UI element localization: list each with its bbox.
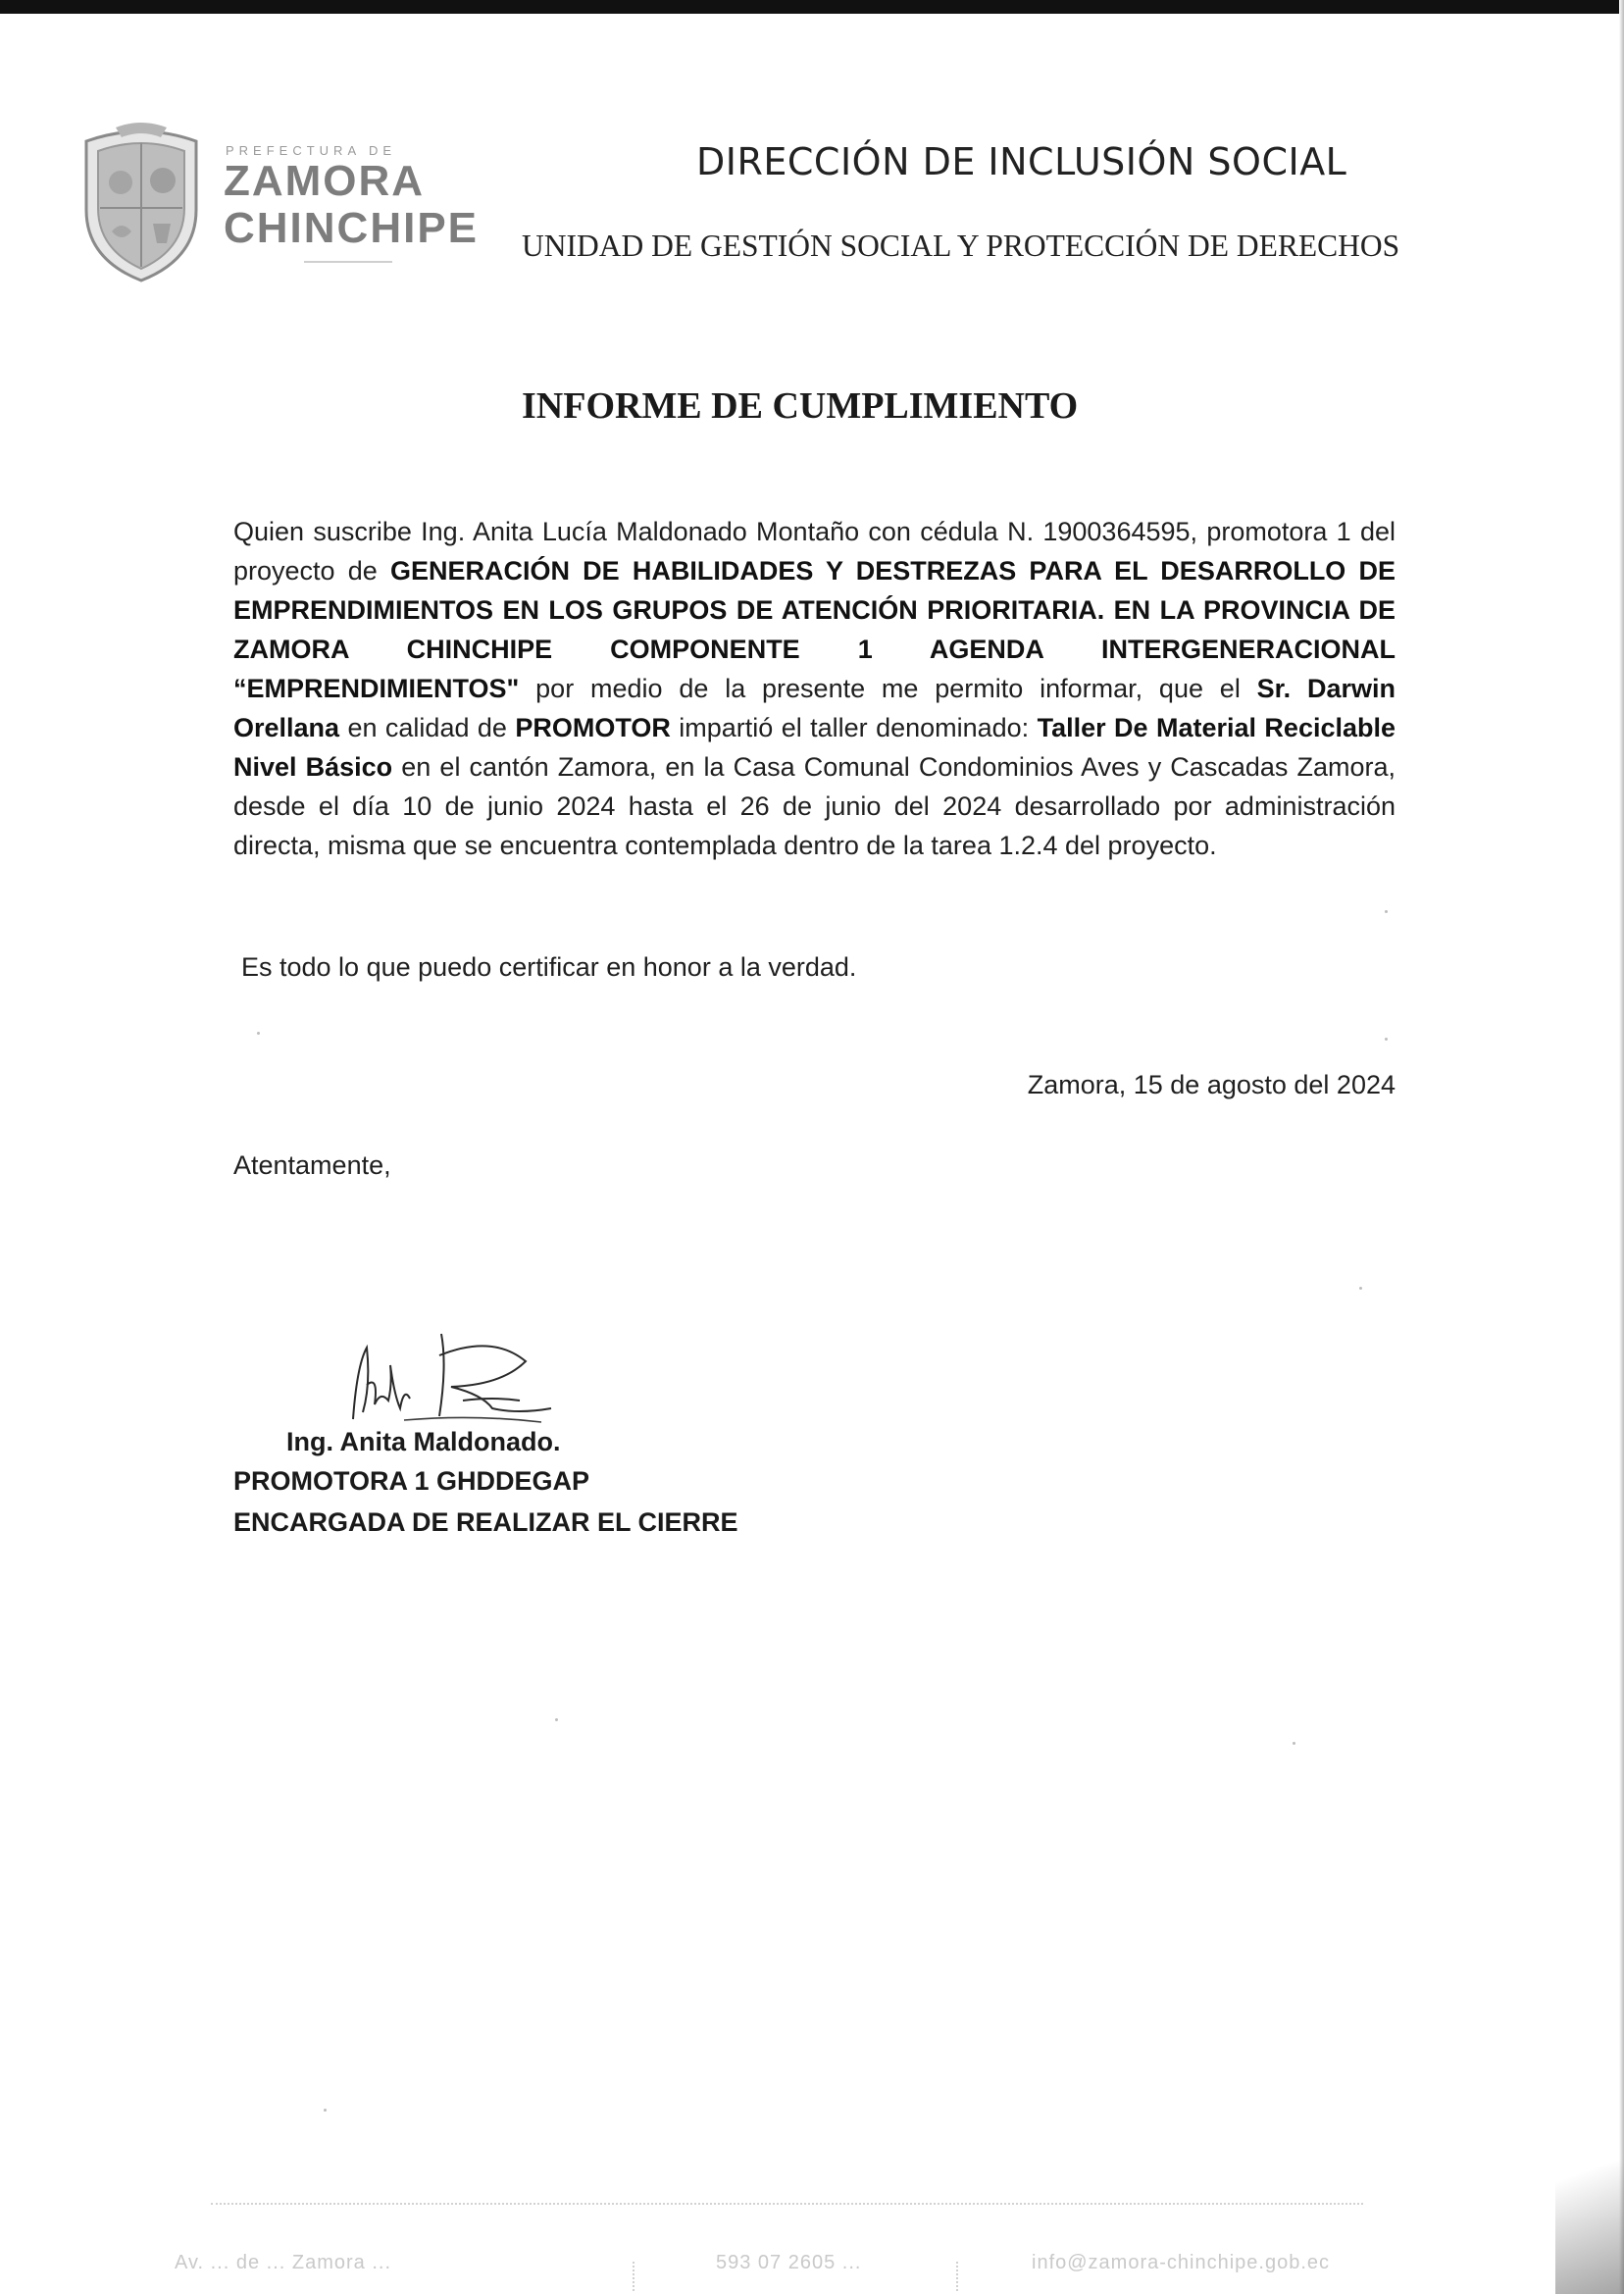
signatory-role: PROMOTORA 1 GHDDEGAP [233, 1466, 590, 1496]
scan-speck [555, 1718, 558, 1721]
body-text-part2: por medio de la presente me permito informar, que el [519, 674, 1257, 703]
project-name: GENERACIÓN DE HABILIDADES Y DESTREZAS PARA EL DESARROLLO DE EMPRENDIMIENTOS EN LOS GRUPOS DE ATENCIÓN PRIORITARIA. EN LA PROVINCIA DE ZAMORA CHINCHIPE COMPONENTE 1 AGENDA INTERGENERACIONAL “EMPRENDIMIENTOS" [233, 556, 1396, 703]
logo-small-text: PREFECTURA DE [226, 143, 397, 158]
department-heading: DIRECCIÓN DE INCLUSIÓN SOCIAL [696, 140, 1347, 183]
footer-address: Av. ... de ... Zamora ... [175, 2252, 391, 2273]
logo-wordmark-line1: ZAMORA [224, 157, 426, 205]
scan-top-edge [0, 0, 1624, 14]
body-text-part4: impartió el taller denominado: [670, 713, 1038, 742]
date-line: Zamora, 15 de agosto del 2024 [1027, 1070, 1396, 1099]
certification-closing: Es todo lo que puedo certificar en honor a la verdad. [241, 952, 857, 982]
footer-email: info@zamora-chinchipe.gob.ec [1032, 2252, 1331, 2273]
footer-phone: 593 07 2605 ... [716, 2252, 862, 2273]
footer-separator [956, 2262, 958, 2291]
signatory-task: ENCARGADA DE REALIZAR EL CIERRE [233, 1507, 738, 1537]
promoter-role: PROMOTOR [515, 713, 671, 742]
logo-underline [304, 261, 392, 263]
footer-separator [633, 2262, 634, 2291]
body-text-intro: Quien suscribe Ing. Anita Lucía Maldonado Montaño con cédula N. 1900364595, promotora 1 del proyecto de [233, 517, 1396, 586]
scan-speck [1385, 1038, 1388, 1041]
scan-speck [257, 1032, 260, 1035]
document-title: INFORME DE CUMPLIMIENTO [522, 385, 1079, 427]
coat-of-arms-icon [76, 122, 206, 283]
body-text-part3: en calidad de [339, 713, 516, 742]
report-body-paragraph [233, 512, 1396, 865]
scan-speck [1385, 910, 1388, 913]
regards-line: Atentamente, [233, 1150, 391, 1180]
body-text-part5: en el cantón Zamora, en la Casa Comunal Condominios Aves y Cascadas Zamora, desde el día 10 de junio 2024 hasta el 26 de junio del 2024 desarrollado por administración directa, misma que se encuentra contemplada dentro de la tarea 1.2.4 del proyecto. [233, 752, 1396, 860]
scan-speck [1359, 1287, 1362, 1290]
footer-divider [211, 2203, 1363, 2205]
workshop-name: Taller De Material Reciclable Nivel Básico [233, 713, 1396, 782]
scan-right-edge [1619, 0, 1624, 2294]
unit-heading: UNIDAD DE GESTIÓN SOCIAL Y PROTECCIÓN DE DERECHOS [522, 229, 1400, 263]
handwritten-signature [345, 1326, 566, 1439]
promoter-name: Sr. Darwin Orellana [233, 674, 1396, 742]
logo-wordmark-line2: CHINCHIPE [224, 204, 480, 252]
scan-speck [324, 2109, 327, 2112]
prefecture-logo [76, 116, 479, 297]
signatory-name: Ing. Anita Maldonado. [286, 1427, 561, 1456]
scan-corner-shadow [1555, 2108, 1624, 2294]
scan-speck [1293, 1742, 1295, 1745]
